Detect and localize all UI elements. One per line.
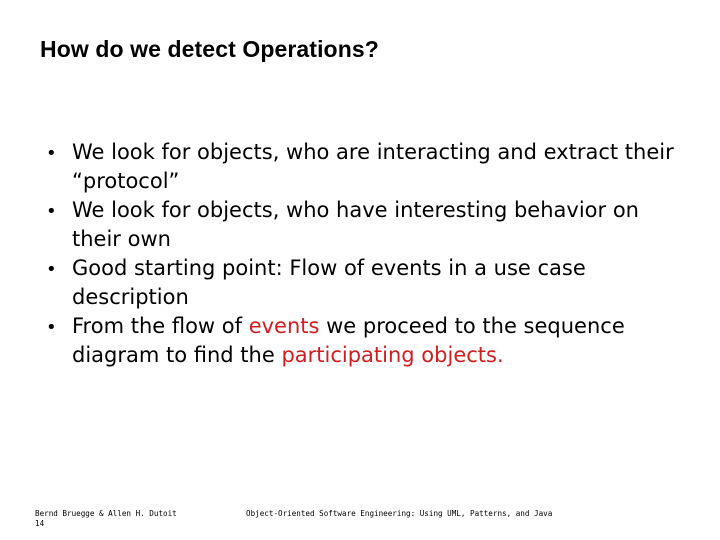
footer-authors: Bernd Bruegge & Allen H. Dutoit [35, 509, 177, 518]
bullet-text: Good starting point: Flow of events in a use case description [72, 256, 586, 309]
bullet-text: We look for objects, who have interesting behavior on their own [72, 198, 639, 251]
bullet-list [46, 138, 686, 370]
highlight-events: events [248, 314, 320, 338]
bullet-icon: • [46, 201, 57, 222]
bullet-item [46, 312, 686, 370]
bullet-icon: • [46, 317, 57, 338]
bullet-icon: • [46, 143, 57, 164]
footer-left [35, 509, 177, 528]
bullet-item [46, 138, 686, 196]
bullet-text: We look for objects, who are interacting and extract their “protocol” [72, 140, 674, 193]
bullet-item [46, 254, 686, 312]
bullet-item [46, 196, 686, 254]
footer-book-title: Object-Oriented Software Engineering: Using UML, Patterns, and Java [246, 509, 553, 518]
footer-page-number: 14 [35, 518, 45, 528]
bullet-text-part: From the flow of [72, 314, 249, 338]
bullet-icon: • [46, 259, 57, 280]
highlight-participating-objects: participating objects. [281, 343, 504, 367]
bullet-text-part: we proceed to the sequence diagram to find the [72, 314, 625, 367]
slide-title: How do we detect Operations? [40, 36, 379, 62]
